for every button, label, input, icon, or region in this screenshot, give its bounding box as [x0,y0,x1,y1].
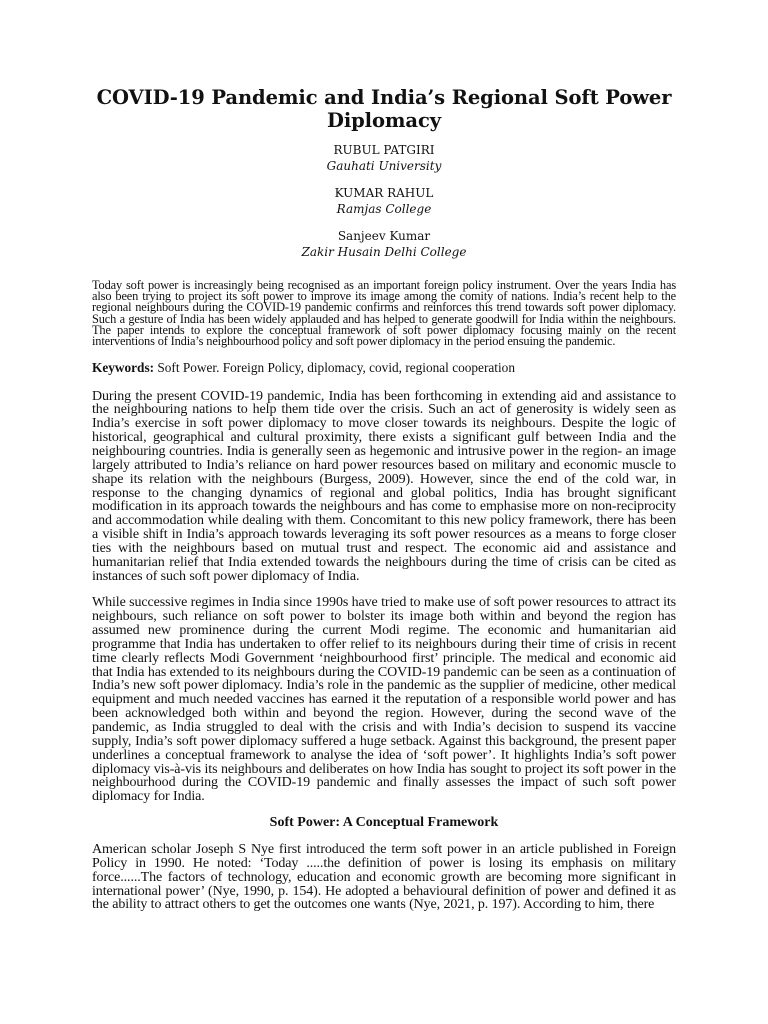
section-heading: Soft Power: A Conceptual Framework [269,815,499,831]
abstract: Today soft power is increasingly being recognised as an important foreign policy instrument. Over the years India has also been trying to project its soft power to improve its image among the comity of nations. India’s recent help to the regional neighbours during the COVID-19 pandemic confirms and reinforces this trend towards soft power diplomacy. Such a gesture of India has been widely applauded and has helped to generate goodwill for India within the neighbours. The paper intends to explore the conceptual framework of soft power diplomacy focusing mainly on the recent interventions of India’s neighbourhood policy and soft power diplomacy in the period ensuing the pandemic. [92,278,676,349]
paper-title: COVID-19 Pandemic and India’s Regional Soft Power Diplomacy [96,86,672,132]
author-name: Sanjeev Kumar [337,229,431,243]
body-paragraph-2: While successive regimes in India since 1990s have tried to make use of soft power resources to attract its neighbours, such reliance on soft power to bolster its image both within and beyond the region has assumed new prominence during the current Modi regime. The economic and humanitarian aid programme that India has undertaken to offer relief to its neighbours during their time of crisis in recent time clearly reflects Modi Government ‘neighbourhood first’ principle. The medical and economic aid that India has extended to its neighbours during the COVID-19 pandemic can be seen as a continuation of India’s new soft power diplomacy. India’s role in the pandemic as the supplier of medicine, other medical equipment and much needed vaccines has earned it the reputation of a responsible world power and has been acknowledged both within and beyond the region. However, during the second wave of the pandemic, as India struggled to deal with the crisis and with India’s decision to suspend its vaccine supply, India’s soft power diplomacy suffered a huge setback. Against this background, the present paper underlines a conceptual framework to analyse the idea of ‘soft power’. It highlights India’s soft power diplomacy vis-à-vis its neighbours and deliberates on how India has sought to project its soft power in the neighbourhood during the COVID-19 pandemic and finally assesses the impact of such soft power diplomacy for India. [92,595,676,805]
author-list [92,143,676,260]
author-name: RUBUL PATGIRI [333,143,435,157]
keywords-text: Soft Power. Foreign Policy, diplomacy, covid, regional cooperation [157,359,515,375]
author-affiliation: Zakir Husain Delhi College [301,244,467,259]
author-affiliation: Gauhati University [326,158,442,173]
body-paragraph-3: American scholar Joseph S Nye first introduced the term soft power in an article published in Foreign Policy in 1990. He noted: ‘Today .....the definition of power is losing its emphasis on military force......The factors of technology, education and economic growth are becoming more significant in international power’ (Nye, 1990, p. 154). He adopted a behavioural definition of power and defined it as the ability to attract others to get the outcomes one wants (Nye, 2021, p. 197). According to him, there [92,842,676,913]
body-paragraph-1: During the present COVID-19 pandemic, India has been forthcoming in extending aid and assistance to the neighbouring nations to help them tide over the crisis. Such an act of generosity is widely seen as India’s exercise in soft power diplomacy to move closer towards its neighbours. Despite the logic of historical, geographical and cultural proximity, there exists a significant gulf between India and the neighbouring countries. India is generally seen as hegemonic and intrusive power in the region- an image largely attributed to India’s reliance on hard power resources based on military and economic muscle to shape its relation with the neighbours (Burgess, 2009). However, since the end of the cold war, in response to the changing dynamics of regional and global politics, India has brought significant modification in its approach towards the neighbours and has come to emphasise more on non-reciprocity and accommodation while dealing with them. Concomitant to this new policy framework, there has been a visible shift in India’s approach towards leveraging its soft power resources as a means to forge closer ties with the neighbours based on mutual trust and respect. The economic aid and assistance and humanitarian relief that India extended towards the neighbours during the time of crisis can be cited as instances of such soft power diplomacy of India. [92,388,676,584]
keywords-label: Keywords: [92,359,155,375]
author-2 [92,186,676,217]
author-3 [92,229,676,260]
author-affiliation: Ramjas College [336,201,432,216]
paper-page [92,86,676,912]
keywords [92,360,676,376]
author-1 [92,143,676,174]
author-name: KUMAR RAHUL [334,186,434,200]
